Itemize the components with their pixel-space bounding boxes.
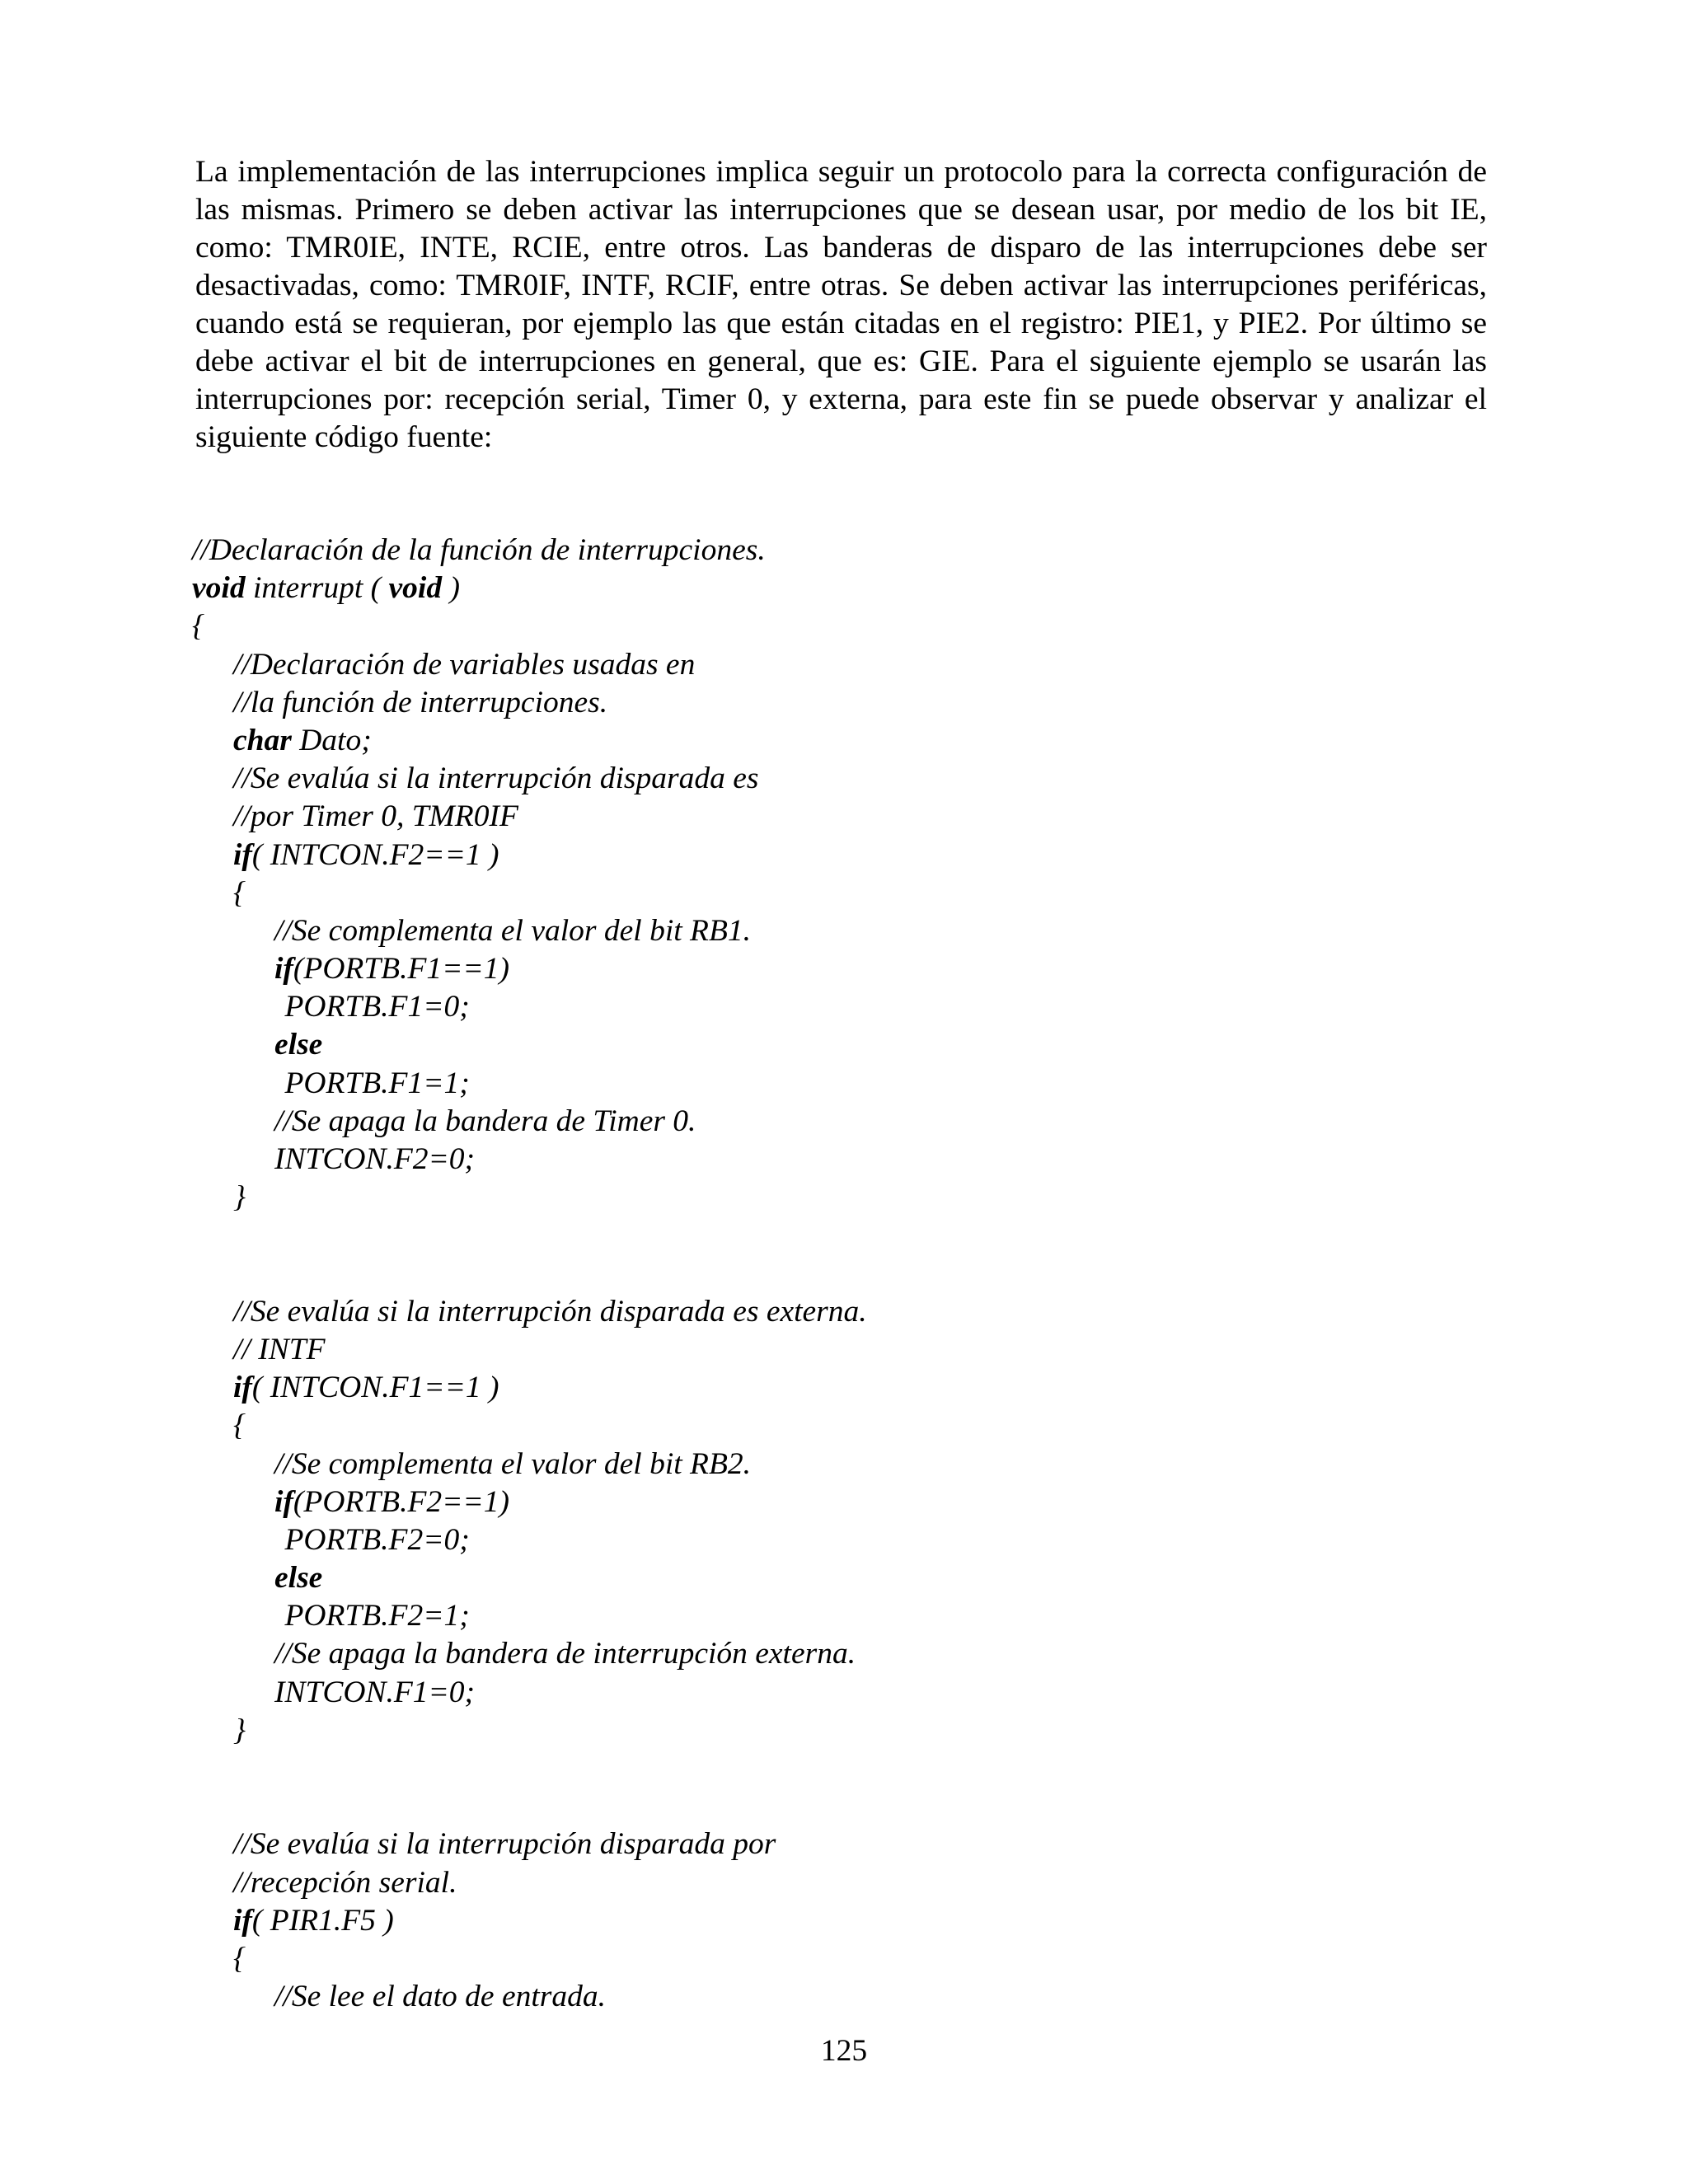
code-keyword: void — [192, 571, 246, 606]
code-line — [192, 607, 1428, 645]
code-text: //Se apaga la bandera de Timer 0. — [274, 1104, 696, 1138]
code-text: PORTB.F2=1; — [284, 1599, 470, 1633]
code-text: //la función de interrupciones. — [233, 685, 608, 719]
code-text: Dato; — [291, 723, 372, 757]
code-text: INTCON.F2=0; — [274, 1142, 476, 1176]
code-keyword: char — [233, 723, 292, 757]
code-text: //Se apaga la bandera de interrupción externa. — [274, 1637, 856, 1671]
code-line — [192, 1978, 1428, 2016]
code-text: } — [233, 1180, 246, 1215]
code-blank-line — [192, 1750, 1428, 1788]
code-line — [192, 1864, 1428, 1902]
code-line — [192, 798, 1428, 836]
code-line — [192, 1940, 1428, 1978]
code-line — [192, 1825, 1428, 1863]
code-line — [192, 1179, 1428, 1216]
code-line — [192, 988, 1428, 1026]
code-line — [192, 1674, 1428, 1712]
code-text: // INTF — [233, 1332, 326, 1366]
code-text: //Se complementa el valor del bit RB1. — [274, 913, 751, 948]
code-line — [192, 1712, 1428, 1750]
code-keyword: void — [388, 571, 443, 606]
code-listing — [192, 532, 1428, 2016]
code-line — [192, 874, 1428, 912]
code-keyword: else — [274, 1561, 323, 1596]
code-keyword: if — [274, 1484, 293, 1519]
code-text: ) — [442, 571, 460, 606]
code-line — [192, 1293, 1428, 1331]
code-line — [192, 532, 1428, 569]
code-line — [192, 1597, 1428, 1635]
code-text: { — [233, 875, 246, 910]
code-text: ( INTCON.F1==1 ) — [251, 1371, 499, 1405]
code-text: (PORTB.F2==1) — [293, 1484, 509, 1519]
code-text: ( INTCON.F2==1 ) — [251, 837, 499, 872]
code-text: (PORTB.F1==1) — [293, 952, 509, 987]
code-line — [192, 837, 1428, 874]
code-line — [192, 1407, 1428, 1445]
code-line — [192, 646, 1428, 684]
code-keyword: else — [274, 1028, 323, 1062]
code-keyword: if — [233, 1903, 252, 1938]
code-line — [192, 722, 1428, 760]
code-text: } — [233, 1713, 246, 1747]
code-line — [192, 1902, 1428, 1940]
code-blank-line — [192, 1255, 1428, 1293]
code-text: { — [192, 609, 204, 644]
code-keyword: if — [233, 1371, 252, 1405]
code-line — [192, 760, 1428, 798]
code-blank-line — [192, 1216, 1428, 1254]
code-text: ( PIR1.F5 ) — [251, 1903, 394, 1938]
code-line — [192, 1559, 1428, 1597]
code-line — [192, 950, 1428, 988]
code-text: //Se complementa el valor del bit RB2. — [274, 1446, 751, 1481]
code-line — [192, 1065, 1428, 1103]
code-line — [192, 1369, 1428, 1407]
code-text: //Declaración de variables usadas en — [233, 647, 696, 682]
code-line — [192, 684, 1428, 722]
code-line — [192, 569, 1428, 607]
page-number: 125 — [820, 2034, 868, 2068]
code-line — [192, 1483, 1428, 1521]
code-keyword: if — [274, 952, 293, 987]
code-text: PORTB.F1=1; — [284, 1066, 470, 1100]
code-keyword: if — [233, 837, 252, 872]
code-text: //recepción serial. — [233, 1865, 457, 1900]
code-text: //Se evalúa si la interrupción disparada es — [233, 762, 759, 796]
code-text: PORTB.F2=0; — [284, 1522, 470, 1557]
code-line — [192, 1026, 1428, 1064]
code-text: { — [233, 1408, 246, 1443]
code-text: PORTB.F1=0; — [284, 990, 470, 1024]
code-blank-line — [192, 1788, 1428, 1825]
code-line — [192, 1331, 1428, 1369]
code-line — [192, 1446, 1428, 1483]
intro-paragraph: La implementación de las interrupciones implica seguir un protocolo para la correcta configuración de las mismas. Primero se deben activar las interrupciones que se desean usar, por medio de los bit IE, como: TMR0IE, INTE, RCIE, entre otros. Las banderas de disparo de las interrupciones debe ser desactivadas, como: TMR0IF, INTF, RCIF, entre otras. Se deben activar las interrupciones periféricas, cuando está se requieran, por ejemplo las que están citadas en el registro: PIE1, y PIE2. Por último se debe activar el bit de interrupciones en general, que es: GIE. Para el siguiente ejemplo se usarán las interrupciones por: recepción serial, Timer 0, y externa, para este fin se puede observar y analizar el siguiente código fuente: — [195, 155, 1487, 454]
code-line — [192, 1141, 1428, 1179]
code-text: //Se lee el dato de entrada. — [274, 1980, 606, 2014]
code-text: interrupt ( — [245, 571, 389, 606]
code-text: //Se evalúa si la interrupción disparada por — [233, 1827, 776, 1862]
code-text: //Declaración de la función de interrupciones. — [192, 533, 766, 567]
code-text: //por Timer 0, TMR0IF — [233, 799, 518, 834]
code-line — [192, 1635, 1428, 1673]
code-text: { — [233, 1941, 246, 1975]
code-line — [192, 1103, 1428, 1141]
code-line — [192, 912, 1428, 950]
code-text: //Se evalúa si la interrupción disparada es externa. — [233, 1294, 867, 1329]
code-text: INTCON.F1=0; — [274, 1675, 476, 1709]
code-line — [192, 1521, 1428, 1559]
